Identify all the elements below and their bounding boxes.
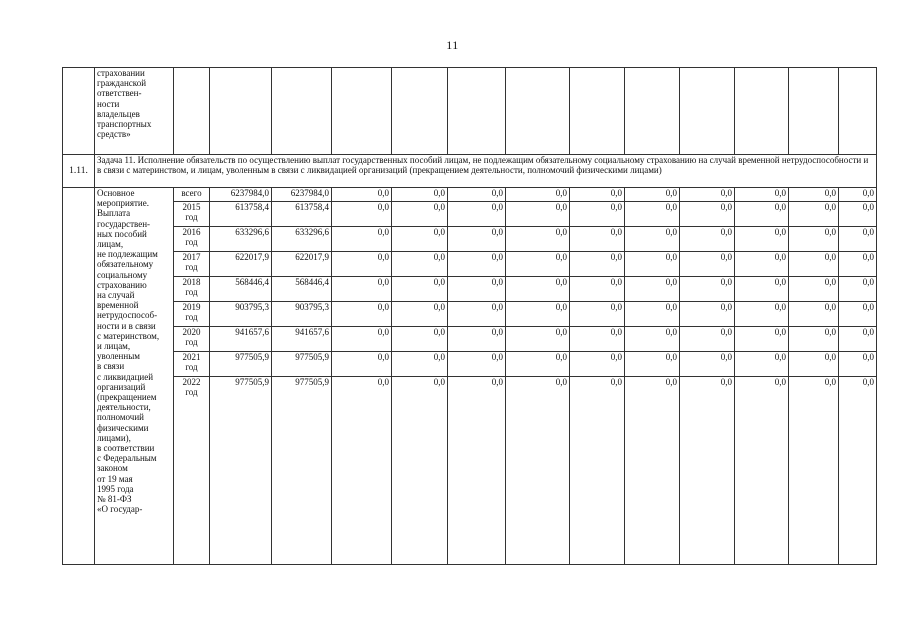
value-cell: 0,0 [735,302,789,327]
year-row [63,227,877,252]
value-cell: 0,0 [680,227,735,252]
value-cell: 977505,9 [272,352,332,377]
description-line: владельцев [97,108,140,119]
value-cell: 0,0 [332,302,392,327]
empty-cell [174,68,210,155]
value-cell: 0,0 [735,188,789,202]
index-cell [63,68,95,155]
description-line: гражданской [97,78,147,89]
value-cell: 977505,9 [210,352,272,377]
value-cell: 0,0 [680,377,735,565]
period-label: 2017 [182,252,201,262]
value-cell: 0,0 [570,252,625,277]
description-line: с Федеральным [97,453,157,464]
task-row [63,155,877,188]
value-cell: 0,0 [680,302,735,327]
value-cell: 0,0 [392,252,448,277]
description-line: социальному [97,269,148,280]
value-cell: 0,0 [625,202,680,227]
period-label: год [185,237,198,247]
value-cell: 0,0 [332,252,392,277]
value-cell: 568446,4 [210,277,272,302]
value-cell: 941657,6 [210,327,272,352]
description-line: не подлежащим [97,249,158,260]
value-cell: 0,0 [735,277,789,302]
year-row [63,352,877,377]
value-cell: 0,0 [570,202,625,227]
description-line: законом [97,463,128,474]
value-cell: 0,0 [789,327,839,352]
value-cell: 613758,4 [210,202,272,227]
value-cell: 0,0 [392,277,448,302]
period-label: 2020 [182,327,201,337]
value-cell: 0,0 [625,252,680,277]
value-cell: 941657,6 [272,327,332,352]
period-cell [174,327,210,352]
year-row [63,377,877,565]
description-line: физическими [97,422,149,433]
period-cell [174,277,210,302]
description-line: страховании [97,68,145,78]
year-row [63,277,877,302]
description-line: транспортных [97,119,152,130]
period-cell [174,377,210,565]
value-cell: 622017,9 [210,252,272,277]
value-cell: 0,0 [839,188,877,202]
description-line: полномочий [97,412,144,423]
value-cell: 977505,9 [272,377,332,565]
value-cell: 0,0 [392,188,448,202]
value-cell: 0,0 [625,327,680,352]
value-cell: 0,0 [735,377,789,565]
year-row [63,327,877,352]
description-line: 1995 года [97,483,134,494]
description-line: ответствен- [97,88,142,99]
description-line: ных пособий [97,228,147,239]
value-cell: 0,0 [332,277,392,302]
value-cell: 0,0 [570,377,625,565]
value-cell: 0,0 [448,302,506,327]
value-cell: 0,0 [625,188,680,202]
description-line: с ликвидацией [97,371,154,382]
period-label: год [185,262,198,272]
value-cell: 0,0 [506,302,570,327]
value-cell: 0,0 [448,227,506,252]
task-index: 1.11. [63,155,95,188]
value-cell: 0,0 [448,252,506,277]
value-cell: 0,0 [570,302,625,327]
value-cell: 903795,3 [272,302,332,327]
value-cell: 0,0 [448,277,506,302]
value-cell: 613758,4 [272,202,332,227]
value-cell: 0,0 [839,327,877,352]
value-cell: 0,0 [448,352,506,377]
value-cell: 0,0 [392,352,448,377]
empty-cell [735,68,789,155]
period-label: год [185,362,198,372]
empty-cell [680,68,735,155]
value-cell: 0,0 [839,352,877,377]
period-label: 2022 [182,377,201,387]
empty-cell [272,68,332,155]
value-cell: 0,0 [680,252,735,277]
description-line: ности и в связи [97,320,156,331]
value-cell: 6237984,0 [210,188,272,202]
description-line: от 19 мая [97,473,133,484]
value-cell: 0,0 [839,302,877,327]
value-cell: 0,0 [789,188,839,202]
value-cell: 0,0 [332,188,392,202]
value-cell: 0,0 [839,252,877,277]
period-cell [174,227,210,252]
value-cell: 0,0 [789,227,839,252]
value-cell: 0,0 [570,327,625,352]
period-label: 2018 [182,277,201,287]
description-line: в соответствии [97,443,155,454]
value-cell: 0,0 [392,202,448,227]
period-cell [174,352,210,377]
description-line: нетрудоспособ- [97,310,158,321]
value-cell: 0,0 [506,377,570,565]
description-line: мероприятие. [97,198,149,209]
value-cell: 0,0 [789,352,839,377]
value-cell: 0,0 [570,277,625,302]
period-cell [174,252,210,277]
value-cell: 568446,4 [272,277,332,302]
value-cell: 622017,9 [272,252,332,277]
measure-description [95,188,174,565]
value-cell: 0,0 [448,327,506,352]
value-cell: 0,0 [625,377,680,565]
value-cell: 0,0 [839,227,877,252]
value-cell: 0,0 [680,327,735,352]
value-cell: 0,0 [735,352,789,377]
value-cell: 0,0 [392,302,448,327]
value-cell: 0,0 [506,352,570,377]
value-cell: 0,0 [789,277,839,302]
empty-cell [570,68,625,155]
value-cell: 0,0 [680,188,735,202]
empty-cell [789,68,839,155]
description-line: Основное [97,188,135,198]
value-cell: 0,0 [625,277,680,302]
value-cell: 0,0 [332,227,392,252]
value-cell: 0,0 [332,352,392,377]
value-cell: 0,0 [506,227,570,252]
year-row [63,252,877,277]
value-cell: 633296,6 [210,227,272,252]
continued-row [63,68,877,155]
value-cell: 0,0 [680,352,735,377]
description-line: государствен- [97,218,151,229]
description-line: и лицам, [97,341,131,352]
description-line: «О государ- [97,504,143,515]
value-cell: 0,0 [625,227,680,252]
period-label: 2016 [182,227,201,237]
value-cell: 0,0 [506,188,570,202]
page-number: 11 [446,38,459,52]
continued-description-cell [95,68,174,155]
total-row [63,188,877,202]
value-cell: 0,0 [789,302,839,327]
index-cell [63,188,95,565]
value-cell: 0,0 [839,277,877,302]
value-cell: 0,0 [332,327,392,352]
value-cell: 0,0 [789,202,839,227]
empty-cell [210,68,272,155]
period-label: год [185,387,198,397]
period-cell [174,202,210,227]
value-cell: 0,0 [570,227,625,252]
description-line: страхованию [97,279,147,290]
period-cell [174,188,210,202]
description-line: обязательному [97,259,154,270]
value-cell: 6237984,0 [272,188,332,202]
empty-cell [839,68,877,155]
value-cell: 0,0 [570,352,625,377]
value-cell: 0,0 [735,252,789,277]
empty-cell [392,68,448,155]
description-line: с материнством, [97,330,160,341]
description-line: в связи [97,361,125,372]
value-cell: 903795,3 [210,302,272,327]
period-cell [174,302,210,327]
value-cell: 0,0 [392,327,448,352]
description-line: средств» [97,129,131,140]
empty-cell [448,68,506,155]
description-line: лицами), [97,432,131,443]
value-cell: 977505,9 [210,377,272,565]
value-cell: 0,0 [506,327,570,352]
year-row [63,202,877,227]
period-label: год [185,212,198,222]
value-cell: 0,0 [506,277,570,302]
value-cell: 0,0 [839,202,877,227]
description-line: деятельности, [97,402,151,413]
empty-cell [625,68,680,155]
description-line: уволенным [97,351,140,362]
description-line: на случай [97,290,135,301]
period-label: 2021 [182,352,201,362]
value-cell: 0,0 [448,202,506,227]
value-cell: 0,0 [392,227,448,252]
period-label: год [185,337,198,347]
continued-description [97,68,171,139]
value-cell: 0,0 [735,327,789,352]
description-line: временной [97,300,139,311]
value-cell: 0,0 [735,202,789,227]
value-cell: 0,0 [570,188,625,202]
value-cell: 0,0 [392,377,448,565]
period-label: год [185,287,198,297]
value-cell: 0,0 [332,202,392,227]
value-cell: 0,0 [735,227,789,252]
value-cell: 0,0 [625,352,680,377]
period-label: 2019 [182,302,201,312]
value-cell: 0,0 [680,277,735,302]
empty-cell [332,68,392,155]
value-cell: 0,0 [789,252,839,277]
value-cell: 0,0 [332,377,392,565]
budget-table [62,67,877,565]
value-cell: 0,0 [448,188,506,202]
value-cell: 0,0 [839,377,877,565]
description-line: № 81-ФЗ [97,494,132,505]
value-cell: 0,0 [680,202,735,227]
value-cell: 0,0 [625,302,680,327]
value-cell: 0,0 [448,377,506,565]
description-line: ности [97,98,120,109]
value-cell: 633296,6 [272,227,332,252]
value-cell: 0,0 [506,252,570,277]
description-line: Выплата [97,208,131,219]
task-text: Задача 11. Исполнение обязательств по осуществлению выплат государственных пособий лицам, не подлежащим обязательному социальному страхованию на случай временной нетрудоспособности и в связи с материнством, и лицам, уволенным в связи с ликвидацией организаций (прекращением деятельности, полномочий физическими лицами) [95,155,877,188]
period-label: 2015 [182,202,201,212]
description-line: организаций [97,381,146,392]
empty-cell [506,68,570,155]
year-row [63,302,877,327]
description-line: (прекращением [97,392,157,403]
value-cell: 0,0 [789,377,839,565]
value-cell: 0,0 [506,202,570,227]
period-label: год [185,312,198,322]
period-label: всего [181,188,202,198]
description-line: лицам, [97,239,124,250]
